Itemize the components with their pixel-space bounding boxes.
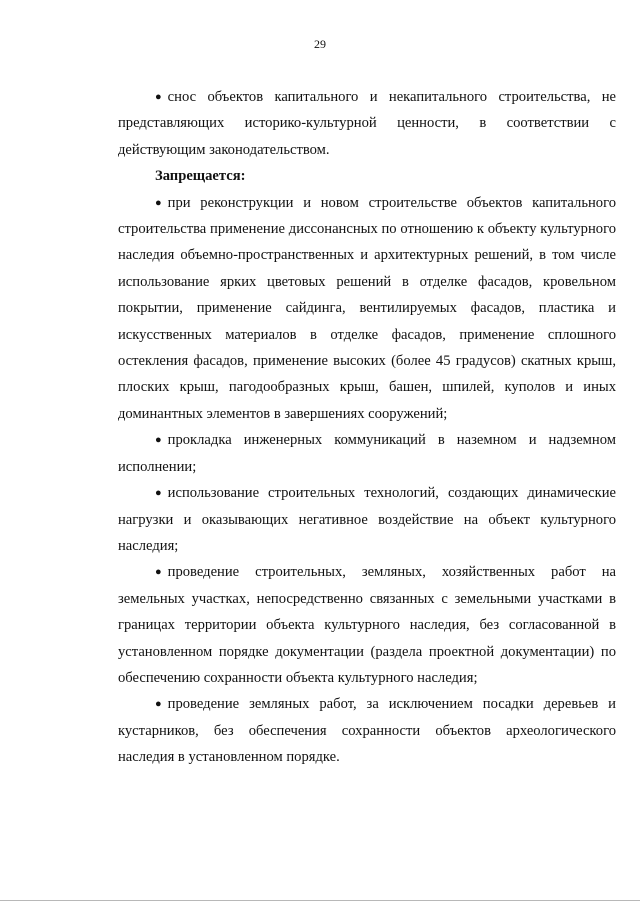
paragraph-text: прокладка инженерных коммуникаций в наземном и надземном исполнении;	[118, 432, 616, 475]
bullet-icon: ●	[155, 91, 162, 103]
bullet-paragraph-earthworks	[118, 691, 616, 770]
page-number: 29	[314, 37, 326, 51]
paragraph-text: проведение земляных работ, за исключением посадки деревьев и кустарников, без обеспечения сохранности объектов археологического наследия в установленном порядке.	[118, 696, 616, 766]
paragraph-text: проведение строительных, земляных, хозяйственных работ на земельных участках, непосредственно связанных с земельными участками в границах территории объекта культурного наследия, без согласованной в установленном порядке документации (раздела проектной документации) по обеспечению сохранности объекта культурного наследия;	[118, 564, 616, 686]
paragraph-text: использование строительных технологий, создающих динамические нагрузки и оказывающих негативное воздействие на объект культурного наследия;	[118, 485, 616, 554]
bullet-icon: ●	[155, 434, 162, 447]
bullet-paragraph-demolition	[118, 84, 616, 163]
bullet-icon: ●	[155, 196, 162, 209]
section-heading-prohibited: Запрещается:	[155, 168, 246, 185]
page-bottom-rule	[0, 900, 640, 901]
paragraph-text: при реконструкции и новом строительстве объектов капитального строительства применение диссонансных по отношению к объекту культурного наследия объемно-пространственных и архитектурных решений, в том числе использование ярких цветовых решений в отделке фасадов, кровельном покрытии, применение сайдинга, вентилируемых фасадов, пластика и искусственных материалов в отделке фасадов, применение сплошного остекления фасадов, применение высоких (более 45 градусов) скатных крыш, плоских крыш, пагодообразных крыш, башен, шпилей, куполов и иных доминантных элементов в завершениях сооружений;	[118, 194, 616, 422]
bullet-icon: ●	[155, 566, 162, 579]
bullet-paragraph-construction-works	[118, 559, 616, 691]
bullet-paragraph-utilities	[118, 427, 616, 480]
bullet-icon: ●	[155, 698, 162, 711]
paragraph-text: снос объектов капитального и некапитального строительства, не представляющих историко-культурной ценности, в соответствии с действующим законодательством.	[118, 89, 616, 158]
bullet-paragraph-reconstruction	[118, 190, 616, 428]
document-body	[118, 84, 616, 771]
bullet-icon: ●	[155, 487, 162, 500]
bullet-paragraph-technologies	[118, 480, 616, 559]
